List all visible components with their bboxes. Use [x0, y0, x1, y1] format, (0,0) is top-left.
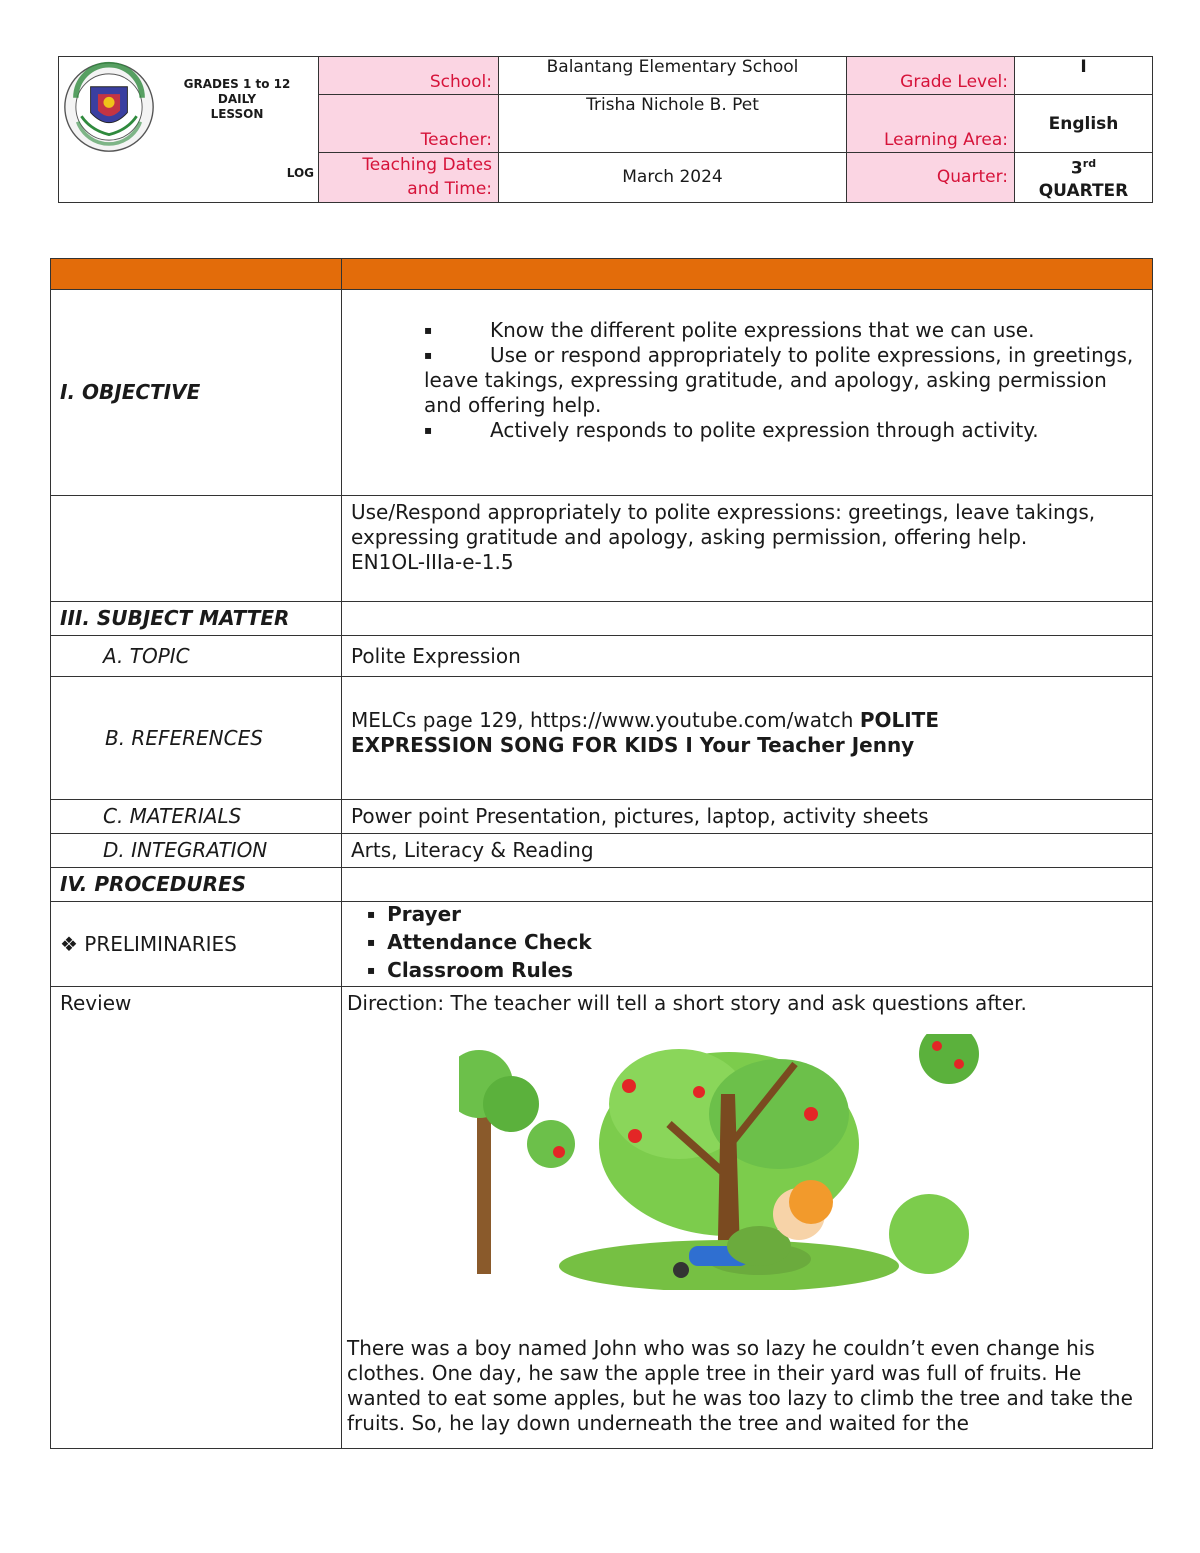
- learning-area-label: Learning Area:: [847, 95, 1015, 153]
- references-content: [342, 677, 1153, 800]
- objective-content: [342, 290, 1153, 496]
- quarter-suffix: rd: [1082, 157, 1097, 170]
- title-line-2: DAILY: [217, 92, 257, 106]
- preliminaries-content: [342, 902, 1153, 987]
- subject-matter-label: III. SUBJECT MATTER: [51, 602, 342, 636]
- objective-label: I. OBJECTIVE: [51, 290, 342, 496]
- preliminaries-label: ❖ PRELIMINARIES: [51, 902, 342, 987]
- objective-item: ▪ Actively responds to polite expression through activity.: [424, 418, 1039, 442]
- school-value: Balantang Elementary School: [499, 57, 847, 95]
- quarter-number: 3: [1070, 158, 1083, 179]
- objective-item: ▪ Use or respond appropriately to polite expressions, in greetings, leave takings, expressing gratitude, and apology, asking permission and offering help.: [424, 343, 1143, 418]
- teacher-value: Trisha Nichole B. Pet: [499, 95, 847, 153]
- lesson-plan-table: [50, 258, 1153, 1449]
- quarter-value: [1015, 153, 1153, 203]
- quarter-word: QUARTER: [1038, 180, 1129, 201]
- school-label: School:: [319, 57, 499, 95]
- topic-row: [51, 636, 1153, 677]
- preliminary-item: ▪ Classroom Rules: [367, 958, 1143, 986]
- teaching-dates-label-line-1: Teaching Dates: [362, 155, 492, 176]
- objective-item-text: Actively responds to polite expression through activity.: [490, 418, 1039, 442]
- competency-row: [51, 496, 1153, 602]
- preliminary-item: ▪ Prayer: [367, 902, 1143, 930]
- references-title-part-2: EXPRESSION SONG FOR KIDS I Your Teacher Jenny: [351, 733, 915, 757]
- story-illustration: [459, 1034, 981, 1290]
- objective-item: ▪ Know the different polite expressions that we can use.: [424, 318, 1035, 342]
- integration-value: Arts, Literacy & Reading: [342, 834, 1153, 868]
- preliminaries-list: [351, 902, 1143, 986]
- procedures-label: IV. PROCEDURES: [51, 868, 342, 902]
- objective-item-text: Use or respond appropriately to polite expressions, in greetings, leave takings, expressing gratitude, and apology, asking permission and offering help.: [424, 343, 1134, 417]
- references-row: [51, 677, 1153, 800]
- competency-code: EN1OL-IIIa-e-1.5: [351, 550, 514, 574]
- teaching-dates-value: March 2024: [499, 153, 847, 203]
- grade-level-value: I: [1015, 57, 1153, 95]
- review-direction: Direction: The teacher will tell a short story and ask questions after.: [347, 991, 1027, 1015]
- materials-label: C. MATERIALS: [51, 800, 342, 834]
- preliminaries-row: [51, 902, 1153, 987]
- grade-level-label: Grade Level:: [847, 57, 1015, 95]
- teaching-dates-label: [319, 153, 499, 203]
- teacher-label: Teacher:: [319, 95, 499, 153]
- review-label: Review: [51, 987, 342, 1449]
- section-header-bar: [51, 259, 1153, 290]
- preliminary-item: ▪ Attendance Check: [367, 930, 1143, 958]
- competency-label-cell: [51, 496, 342, 602]
- title-line-1: GRADES 1 to 12: [183, 77, 291, 91]
- materials-row: [51, 800, 1153, 834]
- topic-label: A. TOPIC: [51, 636, 342, 677]
- competency-text: Use/Respond appropriately to polite expressions: greetings, leave takings, expressing gratitude and apology, asking permission, offering help.: [351, 500, 1096, 549]
- review-story: There was a boy named John who was so lazy he couldn’t even change his clothes. One day, he saw the apple tree in their yard was full of fruits. He wanted to eat some apples, but he was too lazy to climb the tree and take the fruits. So, he lay down underneath the tree and waited for the: [347, 1336, 1133, 1435]
- review-content: [342, 987, 1153, 1449]
- log-word: LOG: [286, 165, 314, 180]
- references-text: MELCs page 129, https://www.youtube.com/watch: [351, 708, 860, 732]
- subject-matter-row: [51, 602, 1153, 636]
- objective-row: [51, 290, 1153, 496]
- lesson-log-title: [173, 77, 301, 122]
- competency-content: [342, 496, 1153, 602]
- deped-seal-logo: [63, 61, 155, 153]
- materials-value: Power point Presentation, pictures, laptop, activity sheets: [342, 800, 1153, 834]
- topic-value: Polite Expression: [342, 636, 1153, 677]
- objective-item-text: Know the different polite expressions that we can use.: [490, 318, 1035, 342]
- review-row: [51, 987, 1153, 1449]
- title-line-3: LESSON: [210, 107, 264, 121]
- learning-area-value: English: [1015, 95, 1153, 153]
- quarter-label: Quarter:: [847, 153, 1015, 203]
- references-title-part-1: POLITE: [859, 708, 939, 732]
- references-label: B. REFERENCES: [51, 677, 342, 800]
- teaching-dates-label-line-2: and Time:: [407, 179, 492, 200]
- integration-row: [51, 834, 1153, 868]
- objective-list: [424, 318, 1143, 443]
- integration-label: D. INTEGRATION: [51, 834, 342, 868]
- header-table: [58, 56, 1153, 203]
- procedures-row: [51, 868, 1153, 902]
- header-logo-cell: [59, 57, 319, 203]
